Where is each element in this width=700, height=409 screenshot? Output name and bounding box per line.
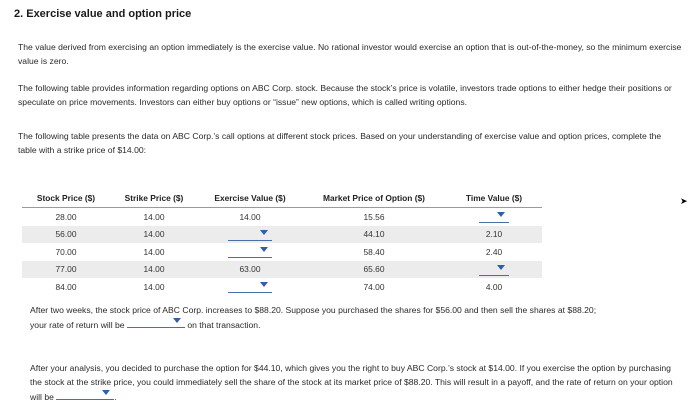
cell-strike-price: 14.00 [110,226,198,244]
cell-time-value: 4.00 [485,281,503,292]
chevron-down-icon [260,282,268,287]
chevron-down-icon [260,247,268,252]
stock-return-text-c: on that transaction. [187,320,261,330]
chevron-down-icon [497,265,505,270]
table-row [22,226,542,244]
cell-time-value [446,261,542,279]
chevron-down-icon [173,318,181,323]
exercise-value-dropdown[interactable] [228,228,272,241]
paragraph-stock-return [30,303,680,332]
cell-strike-price: 14.00 [110,261,198,279]
cell-stock-price: 77.00 [22,261,110,279]
options-table [22,189,542,296]
option-return-dropdown[interactable] [56,389,117,402]
cell-market-price: 15.56 [363,211,385,222]
col-header-strike-price: Strike Price ($) [110,189,198,208]
cell-stock-price: 28.00 [55,211,77,222]
cell-exercise-value [198,278,302,296]
stock-return-text-b: your rate of return will be [30,320,125,330]
cell-strike-price: 14.00 [143,211,165,222]
paragraph-option-return [30,361,680,404]
section-title: 2. Exercise value and option price [14,8,192,20]
chevron-down-icon [260,230,268,235]
paragraph-table-instructions: The following table presents the data on ABC Corp.’s call options at different stock prices. Based on your understanding of exercise value and option prices, complete the table with a strike price of $14.00: [18,131,662,155]
col-header-stock-price: Stock Price ($) [22,189,110,208]
stock-return-text-a: After two weeks, the stock price of ABC Corp. increases to $88.20. Suppose you purchased the shares for $56.00 and then sell the shares at $88.20; [30,305,597,315]
cell-stock-price: 84.00 [55,281,77,292]
time-value-dropdown[interactable] [479,263,509,276]
cell-exercise-value [198,243,302,261]
pointer-cursor-icon: ➤ [680,196,688,206]
stock-return-dropdown[interactable] [127,317,185,328]
cell-time-value [446,208,542,226]
cell-exercise-value: 63.00 [198,261,302,279]
table-row [22,261,542,279]
cell-market-price: 65.60 [302,261,446,279]
option-return-text: After your analysis, you decided to purchase the option for $44.10, which gives you the right to buy ABC Corp.’s stock at $14.00. If you exercise the option by purchasing the stock at the strike price, you could immediately sell the share of the stock at its market price of $88.20. This will result in a payoff, and the rate of return on your option will be [30,363,673,402]
col-header-market-price: Market Price of Option ($) [302,189,446,208]
chevron-down-icon [497,212,505,217]
table-row [22,243,542,261]
table-row [22,208,542,226]
col-header-time-value: Time Value ($) [446,189,542,208]
paragraph-options-info: The following table provides information regarding options on ABC Corp. stock. Because the stock’s price is volatile, investors trade options to either hedge their positions or speculate on price movements. Investors can either buy options or “issue” new options, which is called writing options. [18,83,672,107]
cell-strike-price: 14.00 [143,281,165,292]
cell-market-price: 58.40 [363,246,385,257]
chevron-down-icon [102,390,110,395]
cell-exercise-value [198,226,302,244]
cell-stock-price: 56.00 [22,226,110,244]
option-return-period: . [114,392,117,402]
time-value-dropdown[interactable] [479,210,509,223]
table-row [22,278,542,296]
exercise-value-dropdown[interactable] [228,245,272,258]
exercise-value-dropdown[interactable] [228,280,272,293]
cell-stock-price: 70.00 [55,246,77,257]
cell-time-value: 2.40 [485,246,503,257]
cell-exercise-value: 14.00 [239,211,261,222]
col-header-exercise-value: Exercise Value ($) [198,189,302,208]
paragraph-exercise-value: The value derived from exercising an option immediately is the exercise value. No rational investor would exercise an option that is out-of-the-money, so the minimum exercise value is zero. [18,42,682,66]
cell-market-price: 74.00 [363,281,385,292]
cell-strike-price: 14.00 [143,246,165,257]
cell-market-price: 44.10 [302,226,446,244]
cell-time-value: 2.10 [446,226,542,244]
